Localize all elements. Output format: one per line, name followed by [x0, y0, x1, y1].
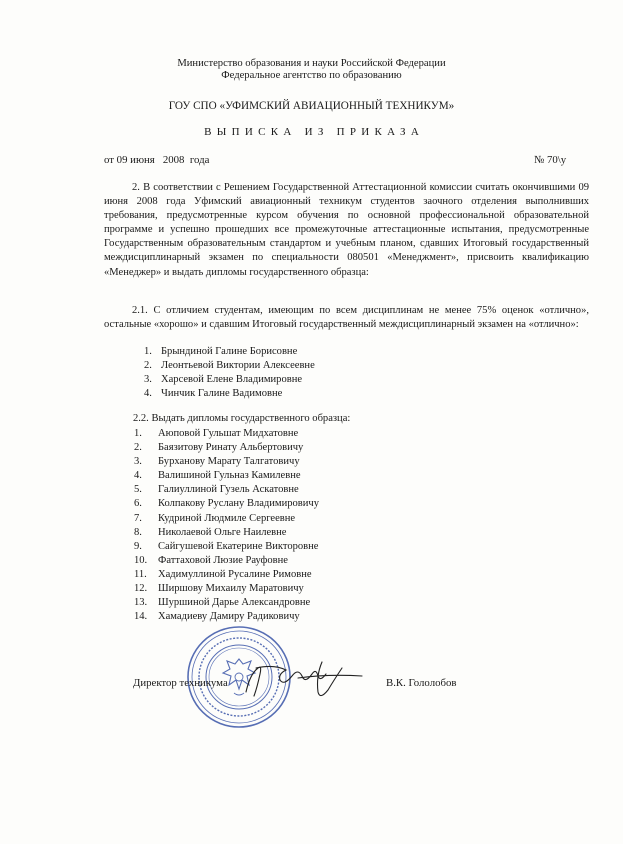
list-item-name: Колпакову Руслану Владимировичу [158, 498, 319, 510]
list-item-number: 12. [134, 583, 148, 595]
list-item-number: 3. [134, 456, 142, 468]
list-item-name: Шуршиной Дарье Александровне [158, 597, 311, 609]
list-item [144, 345, 315, 359]
list-item [144, 359, 315, 373]
organization-name: ГОУ СПО «УФИМСКИЙ АВИАЦИОННЫЙ ТЕХНИКУМ» [168, 100, 455, 112]
list-item [134, 455, 319, 469]
list-item-number: 13. [134, 597, 148, 609]
list-item-name: Сайгушевой Екатерине Викторовне [158, 540, 319, 552]
list-item-number: 1. [134, 428, 142, 439]
list-item-number: 14. [134, 611, 148, 623]
list-item [134, 512, 319, 526]
director-name: В.К. Гололобов [386, 677, 457, 689]
list-item-number: 7. [134, 512, 142, 524]
list-item-name: Галиуллиной Гузель Аскатовне [158, 484, 299, 496]
list-item-number: 9. [134, 540, 142, 552]
list-item [134, 554, 319, 568]
list-item [134, 441, 319, 455]
list-item-name: Леонтьевой Виктории Алексеевне [161, 360, 315, 372]
list-item-number: 4. [144, 388, 152, 400]
list-item [134, 582, 319, 596]
list-item [134, 540, 319, 554]
list-item-number: 10. [134, 554, 148, 566]
list-item [144, 387, 315, 401]
list-item [134, 427, 319, 441]
list-item-number: 5. [134, 484, 142, 496]
list-item [134, 568, 319, 582]
list-item [134, 526, 319, 540]
order-date-text: от 09 июня 2008 года [104, 154, 210, 166]
list-item-number: 3. [144, 374, 152, 386]
paragraph-2: 2. В соответствии с Решением Государственной Аттестационной комиссии считать окончившими 09 июня 2008 года Уфимский авиационный техникум студентов заочного отделения выполнивших требования, предусмотренные курсом обучения по основной профессиональной образовательной программе и успешно прошедших все промежуточные аттестационные испытания, предусмотренные Государственным образовательным стандартом и учебным планом, сдавших Итоговый государственный междисциплинарный экзамен по специальности 080501 «Менеджмент», присвоить квалификацию «Менеджер» и выдать дипломы государственного образца: [104, 182, 589, 278]
list-item-name: Фаттаховой Люзие Рауфовне [158, 554, 288, 566]
order-date [104, 154, 209, 166]
list-item-number: 1. [144, 346, 152, 357]
list-item-number: 6. [134, 498, 142, 510]
list-item-number: 2. [144, 360, 152, 372]
list-item [134, 610, 319, 624]
list-item-name: Баязитову Ринату Альбертовичу [158, 442, 304, 454]
list-item-number: 8. [134, 526, 142, 538]
paragraph-2-2: 2.2. Выдать дипломы государственного образца: [133, 413, 351, 424]
diploma-list [134, 427, 319, 624]
list-item-number: 2. [134, 442, 142, 454]
ministry-line-1: Министерство образования и науки Российской Федерации [177, 58, 446, 69]
list-item [134, 483, 319, 497]
document-title: ВЫПИСКА ИЗ ПРИКАЗА [204, 126, 425, 138]
list-item-name: Чинчик Галине Вадимовне [161, 388, 283, 400]
list-item-name: Хамадиеву Дамиру Радиковичу [158, 611, 300, 623]
handwritten-signature-icon [238, 656, 368, 706]
list-item-number: 11. [134, 568, 147, 580]
list-item-number: 4. [134, 470, 142, 482]
list-item-name: Валишиной Гульназ Камилевне [158, 470, 301, 482]
ministry-header [0, 58, 623, 82]
list-item [134, 497, 319, 511]
list-item-name: Аюповой Гульшат Мидхатовне [158, 428, 299, 439]
honors-list [144, 345, 315, 401]
ministry-line-2: Федеральное агентство по образованию [221, 70, 402, 81]
list-item-name: Брындиной Галине Борисовне [161, 346, 298, 357]
list-item-name: Хадимуллиной Русалине Римовне [158, 568, 312, 580]
list-item-name: Кудриной Людмиле Сергеевне [158, 512, 296, 524]
list-item [144, 373, 315, 387]
order-number: № 70\у [534, 154, 567, 166]
list-item-name: Николаевой Ольге Наилевне [158, 526, 287, 538]
list-item [134, 596, 319, 610]
director-title: Директор техникума [133, 677, 228, 689]
list-item-name: Бурханову Марату Талгатовичу [158, 456, 300, 468]
list-item [134, 469, 319, 483]
list-item-name: Харсевой Елене Владимировне [161, 374, 303, 386]
paragraph-2-1: 2.1. С отличием студентам, имеющим по всем дисциплинам не менее 75% оценок «отлично», остальные «хорошо» и сдавшим Итоговый государственный междисциплинарный экзамен на «отлично»: [104, 305, 589, 331]
list-item-name: Ширшову Михаилу Маратовичу [158, 583, 304, 595]
